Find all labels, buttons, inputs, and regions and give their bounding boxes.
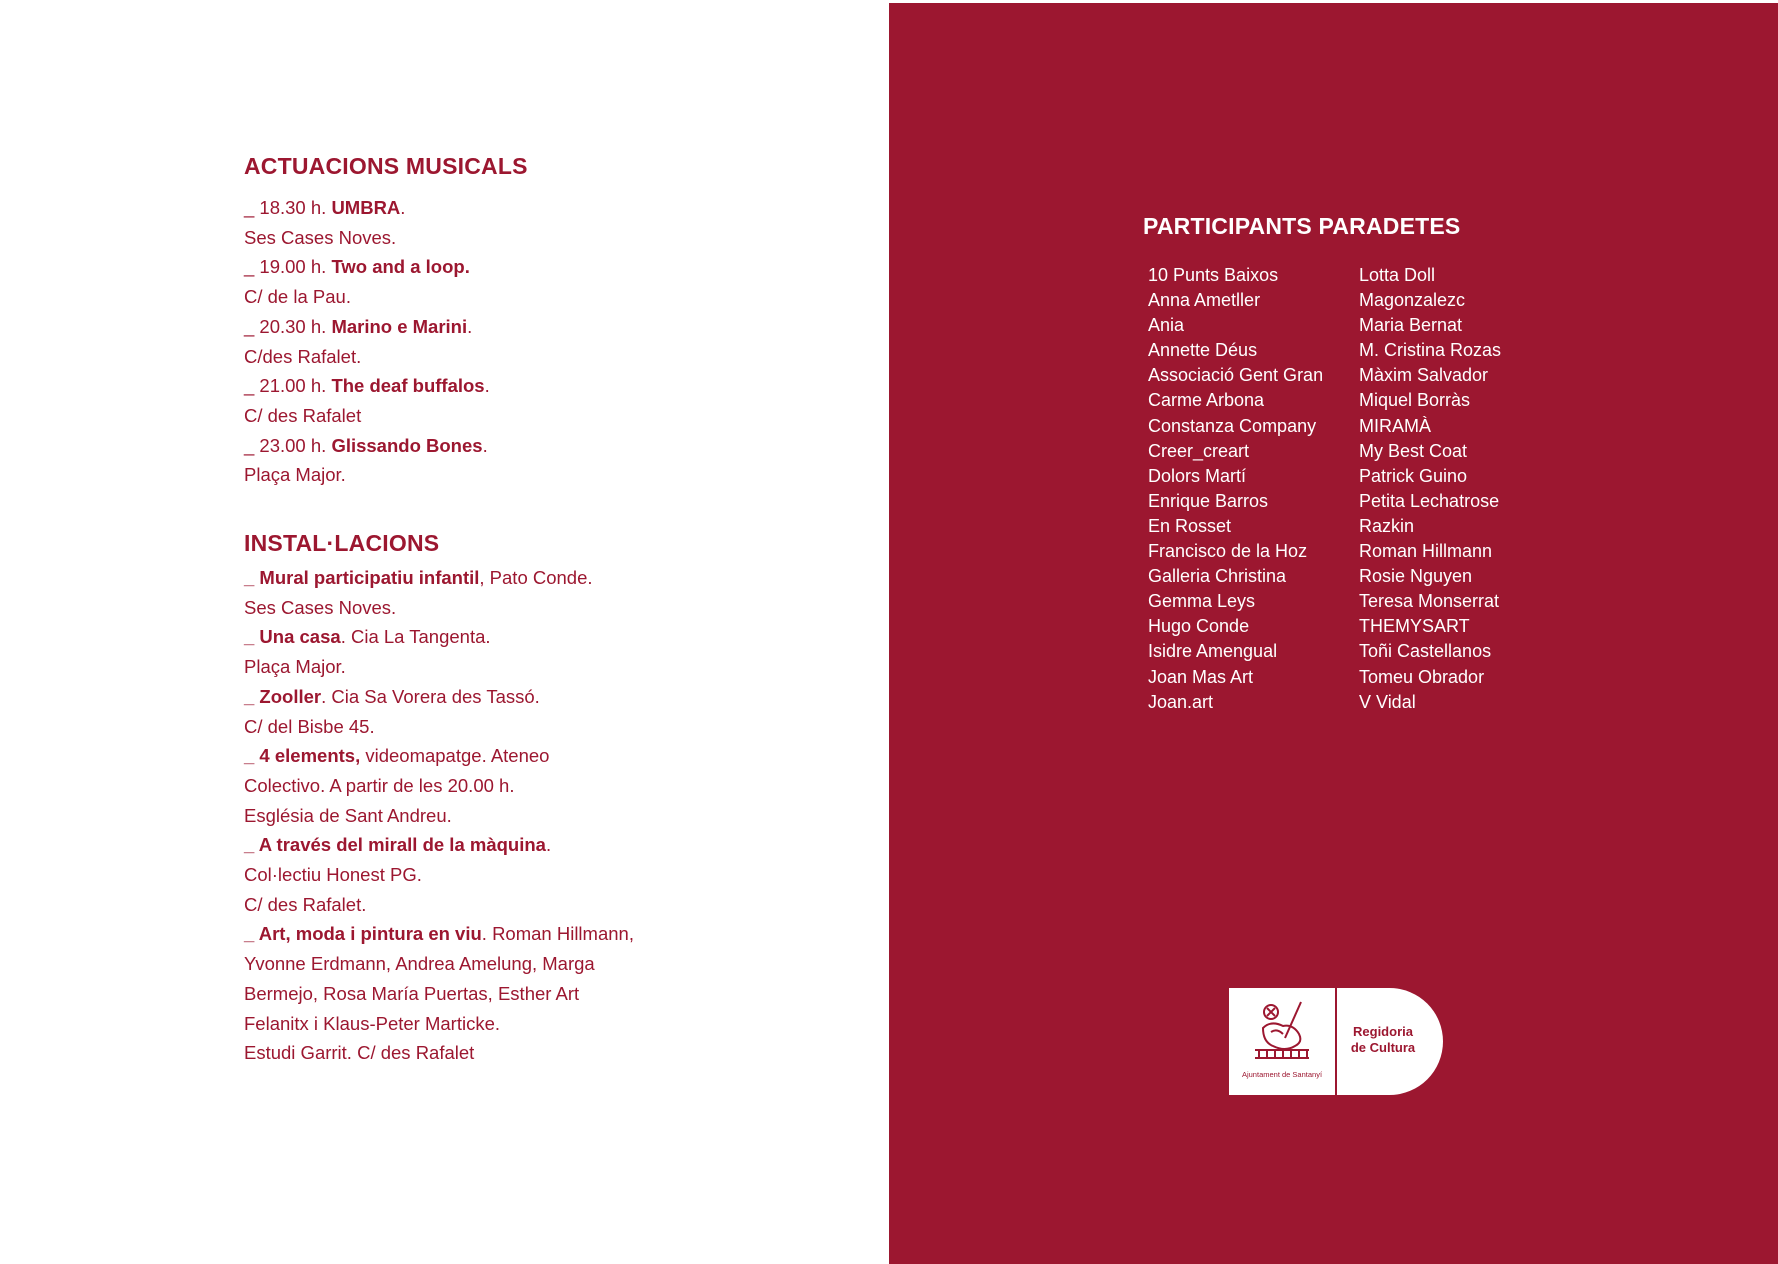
- bold-text: Two and a loop.: [331, 256, 470, 278]
- participant-name: Constanza Company: [1148, 415, 1317, 436]
- bold-text: UMBRA: [331, 197, 401, 218]
- text: Colectivo. A partir de les 20.00 h.: [244, 774, 515, 796]
- text: Plaça Major.: [244, 464, 346, 486]
- bold-text: Glissando Bones: [331, 434, 483, 456]
- bold-text: _ Art, moda i pintura en viu: [244, 923, 482, 945]
- participant-name: Hugo Conde: [1148, 616, 1250, 637]
- participant-name: Patrick Guino: [1359, 465, 1468, 486]
- participant-name: THEMYSART: [1359, 616, 1470, 637]
- bold-text: The deaf buffalos: [331, 375, 485, 397]
- participants-column-2: [1359, 263, 1501, 715]
- text: . Cia La Tangenta.: [340, 626, 491, 648]
- participant-name: My Best Coat: [1359, 440, 1468, 461]
- text-line: [244, 193, 490, 223]
- text-line: [244, 622, 634, 652]
- participant-name: Joan.art: [1148, 691, 1214, 712]
- text-line: [244, 563, 634, 593]
- text-line: [244, 1038, 634, 1068]
- participant-name: Maria Bernat: [1359, 315, 1463, 336]
- participant-name: Toñi Castellanos: [1359, 641, 1492, 662]
- text: _ 21.00 h.: [244, 375, 332, 397]
- participant-name: Francisco de la Hoz: [1148, 541, 1308, 562]
- text-line: [244, 282, 490, 312]
- regidoria-box: [1337, 988, 1443, 1095]
- participant-name: Creer_creart: [1148, 440, 1250, 461]
- participant-name: Ania: [1148, 315, 1185, 336]
- text-line: [244, 682, 634, 712]
- text-line: [244, 593, 634, 623]
- text: Església de Sant Andreu.: [244, 804, 452, 826]
- participant-name: Isidre Amengual: [1148, 641, 1278, 662]
- participant-name: Teresa Monserrat: [1359, 591, 1500, 612]
- text: .: [484, 375, 490, 397]
- ajuntament-label: Ajuntament de Santanyí: [1241, 1070, 1323, 1079]
- participant-name: Joan Mas Art: [1148, 666, 1254, 687]
- bold-text: _ 4 elements,: [244, 745, 361, 767]
- participants-column-1: [1148, 263, 1323, 715]
- participant-name: Tomeu Obrador: [1359, 666, 1485, 687]
- text-line: [244, 431, 490, 461]
- participant-name: Rosie Nguyen: [1359, 566, 1473, 587]
- text: _ 18.30 h.: [244, 197, 332, 218]
- bold-text: _ Mural participatiu infantil: [244, 567, 480, 588]
- text-line: [244, 712, 634, 742]
- text-line: [244, 342, 490, 372]
- participant-name: Carme Arbona: [1148, 390, 1265, 411]
- participant-name: Anna Ametller: [1148, 290, 1261, 311]
- text: Col·lectiu Honest PG.: [244, 864, 422, 886]
- participant-name: Petita Lechatrose: [1359, 490, 1500, 511]
- coat-of-arms-icon: [1249, 998, 1315, 1068]
- text-line: [244, 860, 634, 890]
- regidoria-logo: [1229, 988, 1443, 1095]
- participant-name: Dolors Martí: [1148, 465, 1247, 486]
- bold-text: _ Zooller: [244, 685, 322, 707]
- text-line: [244, 771, 634, 801]
- installacions-list: [244, 563, 634, 1068]
- text-line: [244, 252, 490, 282]
- regidoria-line-1: Regidoria: [1353, 1024, 1413, 1039]
- text: C/ des Rafalet: [244, 404, 362, 426]
- participant-name: Associació Gent Gran: [1148, 365, 1324, 386]
- text-line: [244, 741, 634, 771]
- participant-name: Miquel Borràs: [1359, 390, 1471, 411]
- participant-name: En Rosset: [1148, 515, 1232, 536]
- text: Yvonne Erdmann, Andrea Amelung, Marga: [244, 953, 595, 975]
- participant-name: Màxim Salvador: [1359, 365, 1489, 386]
- participant-name: Galleria Christina: [1148, 566, 1287, 587]
- ajuntament-logo-box: [1229, 988, 1335, 1095]
- text-line: [244, 1009, 634, 1039]
- bold-text: _ Una casa: [244, 626, 341, 648]
- text: Estudi Garrit. C/ des Rafalet: [244, 1042, 475, 1064]
- text: _ 19.00 h.: [244, 256, 332, 278]
- regidoria-line-2: de Cultura: [1350, 1040, 1416, 1055]
- participant-name: Lotta Doll: [1359, 265, 1436, 285]
- text-line: [244, 801, 634, 831]
- regidoria-label: [1337, 1024, 1429, 1056]
- text: .: [545, 834, 552, 856]
- text-line: [244, 371, 490, 401]
- text: _ 20.30 h.: [244, 315, 332, 337]
- text-line: [244, 919, 634, 949]
- participants-title: PARTICIPANTS PARADETES: [1143, 213, 1461, 239]
- text: .: [400, 197, 406, 218]
- bold-text: _ A través del mirall de la màquina: [244, 834, 546, 856]
- participant-name: Enrique Barros: [1148, 490, 1269, 511]
- text-line: [244, 401, 490, 431]
- section-title-musicals: ACTUACIONS MUSICALS: [244, 153, 528, 179]
- participant-name: Razkin: [1359, 515, 1415, 536]
- text: Ses Cases Noves.: [244, 596, 397, 618]
- text: _ 23.00 h.: [244, 434, 332, 456]
- text: Plaça Major.: [244, 656, 346, 678]
- participant-name: MIRAMÀ: [1359, 415, 1431, 436]
- text-line: [244, 890, 634, 920]
- text-line: [244, 830, 634, 860]
- musicals-list: [244, 193, 490, 490]
- text: C/ de la Pau.: [244, 286, 351, 308]
- text-line: [244, 949, 634, 979]
- text-line: [244, 223, 490, 253]
- text: Ses Cases Noves.: [244, 226, 397, 248]
- section-title-installacions: INSTAL·LACIONS: [244, 530, 440, 556]
- text: C/ del Bisbe 45.: [244, 715, 375, 737]
- text: . Roman Hillmann,: [481, 923, 634, 945]
- participant-name: V Vidal: [1359, 691, 1416, 712]
- participant-name: Roman Hillmann: [1359, 541, 1493, 562]
- text-line: [244, 979, 634, 1009]
- text: C/des Rafalet.: [244, 345, 362, 367]
- text: , Pato Conde.: [479, 567, 593, 588]
- participant-name: Magonzalezc: [1359, 290, 1466, 311]
- participant-name: Gemma Leys: [1148, 591, 1256, 612]
- participant-name: M. Cristina Rozas: [1359, 340, 1502, 361]
- text: C/ des Rafalet.: [244, 893, 367, 915]
- text-line: [244, 312, 490, 342]
- participant-name: 10 Punts Baixos: [1148, 265, 1279, 285]
- text: .: [467, 315, 473, 337]
- text: .: [482, 434, 488, 456]
- bold-text: Marino e Marini: [331, 315, 468, 337]
- text: Felanitx i Klaus-Peter Marticke.: [244, 1012, 501, 1034]
- text: . Cia Sa Vorera des Tassó.: [321, 685, 540, 707]
- text: Bermejo, Rosa María Puertas, Esther Art: [244, 982, 580, 1004]
- text: videomapatge. Ateneo: [360, 745, 550, 767]
- text-line: [244, 460, 490, 490]
- participant-name: Annette Déus: [1148, 340, 1258, 361]
- text-line: [244, 652, 634, 682]
